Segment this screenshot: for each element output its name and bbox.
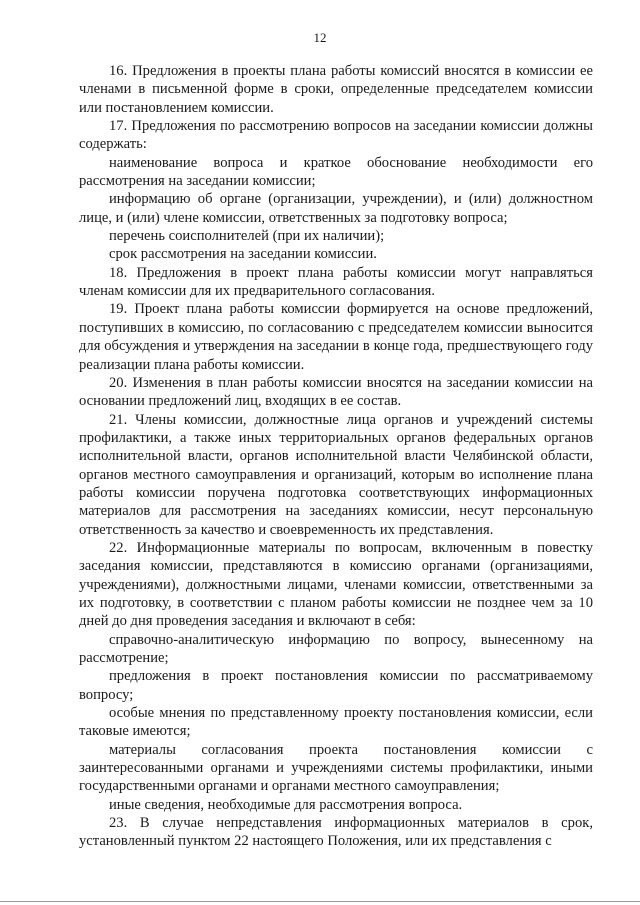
- page-bottom-edge: [0, 901, 640, 902]
- page-number: 12: [313, 30, 327, 45]
- paragraph-23: 23. В случае непредставления информационных материалов в срок, установленный пунктом 22 настоящего Положения, или их представления с: [79, 815, 593, 850]
- list-item-question-name: наименование вопроса и краткое обоснование необходимости его рассмотрения на заседании комиссии;: [79, 154, 593, 190]
- document-body: [79, 62, 593, 851]
- list-item-responsible-info: информацию об органе (организации, учреждении), и (или) должностном лице, и (или) члене комиссии, ответственных за подготовку вопроса;: [79, 191, 593, 226]
- list-item-approval-materials: материалы согласования проекта постановления комиссии с заинтересованными органами и учреждениями системы профилактики, иными государственными органами и органами местного самоуправления;: [79, 741, 593, 795]
- list-item-draft-proposals: предложения в проект постановления комиссии по рассматриваемому вопросу;: [79, 668, 593, 703]
- paragraph-22: 22. Информационные материалы по вопросам, включенным в повестку заседания комиссии, представляются в комиссию органами (организациями, учреждениями), должностными лицами, членами комиссии, ответственными за их подготовку, в соответствии с планом работы комиссии не позднее чем за 10 дней до дня проведения заседания и включают в себя:: [79, 539, 593, 630]
- paragraph-21: 21. Члены комиссии, должностные лица органов и учреждений системы профилактики, а также иных территориальных органов федеральных органов исполнительной власти, органов исполнительной власти Челябинской области, органов местного самоуправления и организаций, которым во исполнение плана работы комиссии поручена подготовка соответствующих информационных материалов для рассмотрения на заседаниях комиссии, несут персональную ответственность за качество и своевременность их представления.: [79, 411, 593, 538]
- list-item-co-executors: перечень соисполнителей (при их наличии);: [109, 228, 385, 245]
- paragraph-16: 16. Предложения в проекты плана работы комиссий вносятся в комиссии ее членами в письменной форме в сроки, определенные председателем комиссии или постановлением комиссии.: [79, 63, 593, 116]
- list-item-dissenting-opinions: особые мнения по представленному проекту постановления комиссии, если таковые имеются;: [79, 705, 593, 740]
- paragraph-20: 20. Изменения в план работы комиссии вносятся на заседании комиссии на основании предложений лиц, входящих в ее состав.: [79, 374, 593, 410]
- paragraph-19: 19. Проект плана работы комиссии формируется на основе предложений, поступивших в комиссию, по согласованию с председателем комиссии выносится для обсуждения и утверждения на заседании в конце года, предшествующего году реализации плана работы комиссии.: [79, 301, 593, 373]
- paragraph-18: 18. Предложения в проект плана работы комиссии могут направляться членам комиссии для их предварительного согласования.: [79, 264, 593, 300]
- list-item-reference-info: справочно-аналитическую информацию по вопросу, вынесенному на рассмотрение;: [79, 631, 593, 666]
- list-item-other-info: иные сведения, необходимые для рассмотрения вопроса.: [109, 796, 463, 813]
- list-item-review-date: срок рассмотрения на заседании комиссии.: [109, 246, 377, 263]
- paragraph-17: 17. Предложения по рассмотрению вопросов на заседании комиссии должны содержать:: [79, 118, 593, 153]
